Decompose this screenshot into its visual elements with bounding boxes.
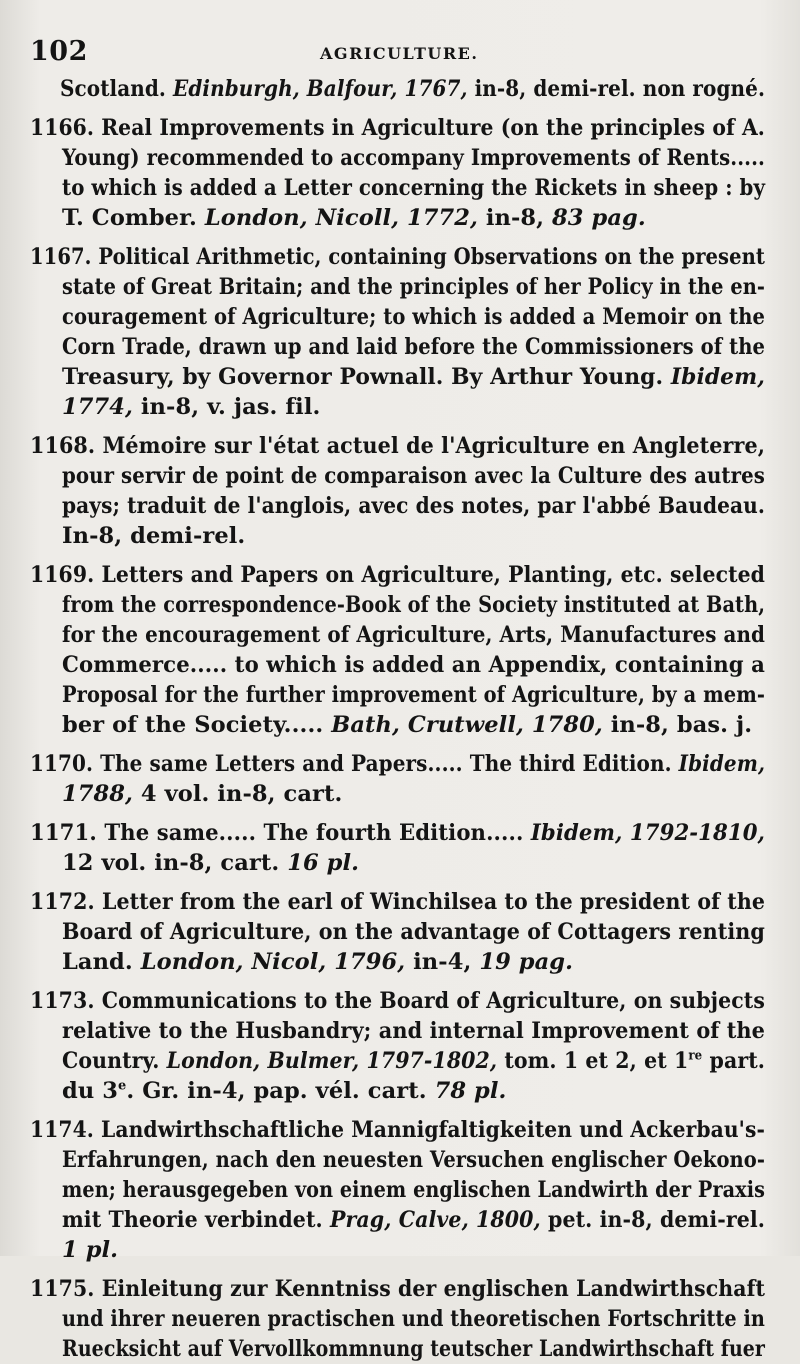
entry-number: 1174. xyxy=(30,1117,94,1143)
entry-line: pays; traduit de l'anglois, avec des notes, par l'abbé Baudeau. xyxy=(62,493,765,519)
entry-line: for the encouragement of Agriculture, Arts, Manufactures and xyxy=(62,622,766,648)
entry-line: 1173. Communications to the Board of Agriculture, on subjects xyxy=(30,988,765,1014)
entry-line: mit Theorie verbindet. Prag, Calve, 1800, pet. in-8, demi-rel. xyxy=(62,1207,766,1233)
running-head: AGRICULTURE. xyxy=(320,44,479,63)
entry-number: 1168. xyxy=(30,433,96,459)
entry-line: 1170. The same Letters and Papers..... The third Edition. Ibidem, xyxy=(30,751,766,777)
entry-line: Treasury, by Governor Pownall. By Arthur Young. Ibidem, xyxy=(62,364,765,390)
entry-number: 1175. xyxy=(30,1276,95,1302)
entry-line: und ihrer neueren practischen und theoretischen Fortschritte in xyxy=(62,1306,765,1332)
entry-number: 1170. xyxy=(30,751,94,777)
catalogue-entry-1166 xyxy=(30,113,765,233)
entry-line: Corn Trade, drawn up and laid before the Commissioners of the xyxy=(62,334,766,360)
entry-line: Erfahrungen, nach den neuesten Versuchen englischer Oekono- xyxy=(62,1147,766,1173)
entry-line: Commerce..... to which is added an Appendix, containing a xyxy=(62,652,766,678)
entry-line: relative to the Husbandry; and internal Improvement of the xyxy=(62,1018,766,1044)
entry-line: Board of Agriculture, on the advantage of Cottagers renting xyxy=(62,919,765,945)
continuation-entry xyxy=(30,74,765,104)
entry-line: couragement of Agriculture; to which is added a Memoir on the xyxy=(62,304,765,330)
entry-line: ber of the Society..... Bath, Crutwell, 1780, in-8, bas. j. xyxy=(62,712,753,738)
entry-line: men; herausgegeben von einem englischen Landwirth der Praxis xyxy=(62,1177,765,1203)
page-number: 102 xyxy=(30,36,88,67)
entry-line: 1171. The same..... The fourth Edition..... Ibidem, 1792-1810, xyxy=(30,820,766,846)
entry-number: 1166. xyxy=(30,115,95,141)
entry-line: T. Comber. London, Nicoll, 1772, in-8, 83 pag. xyxy=(62,205,646,231)
catalogue-entry-1169 xyxy=(30,560,765,740)
entry-line: from the correspondence-Book of the Society instituted at Bath, xyxy=(62,592,765,618)
catalogue-entry-1173 xyxy=(30,986,765,1106)
entry-line: Ruecksicht auf Vervollkommnung teutscher Landwirthschaft fuer xyxy=(62,1336,766,1362)
entry-line: Proposal for the further improvement of Agriculture, by a mem- xyxy=(62,682,765,708)
entry-line: 1172. Letter from the earl of Winchilsea to the president of the xyxy=(30,889,765,915)
entry-line: 1175. Einleitung zur Kenntniss der englischen Landwirthschaft xyxy=(30,1276,766,1302)
entry-line: 1788, 4 vol. in-8, cart. xyxy=(62,781,343,807)
catalogue-entry-1174 xyxy=(30,1115,765,1265)
entry-line: Land. London, Nicol, 1796, in-4, 19 pag. xyxy=(62,949,574,975)
entry-line: 1166. Real Improvements in Agriculture (on the principles of A. xyxy=(30,115,765,141)
entry-line: Young) recommended to accompany Improvements of Rents..... xyxy=(62,145,765,171)
entry-line: state of Great Britain; and the principles of her Policy in the en- xyxy=(62,274,766,300)
entry-line: pour servir de point de comparaison avec la Culture des autres xyxy=(62,463,765,489)
entry-line: 1 pl. xyxy=(62,1237,119,1263)
entry-number: 1169. xyxy=(30,562,95,588)
entry-line: 1174. Landwirthschaftliche Mannigfaltigkeiten und Ackerbau's- xyxy=(30,1117,765,1143)
entry-line: to which is added a Letter concerning the Rickets in sheep : by xyxy=(62,175,766,201)
entry-line: 1169. Letters and Papers on Agriculture, Planting, etc. selected xyxy=(30,562,765,588)
entry-number: 1171. xyxy=(30,820,97,846)
entry-number: 1167. xyxy=(30,244,92,270)
entry-line: Country. London, Bulmer, 1797-1802, tom. 1 et 2, et 1re part. xyxy=(62,1048,765,1074)
entry-line: Scotland. Edinburgh, Balfour, 1767, in-8, demi-rel. non rogné. xyxy=(60,76,766,102)
entry-line: du 3e. Gr. in-4, pap. vél. cart. 78 pl. xyxy=(62,1078,507,1104)
entry-line: 1774, in-8, v. jas. fil. xyxy=(62,394,321,420)
catalogue-entry-1171 xyxy=(30,818,765,878)
entry-number: 1173. xyxy=(30,988,95,1014)
entry-line: 12 vol. in-8, cart. 16 pl. xyxy=(62,850,360,876)
catalogue-entry-1175 xyxy=(30,1274,765,1364)
entry-line: In-8, demi-rel. xyxy=(62,523,246,549)
catalogue-text xyxy=(30,74,765,1364)
catalogue-entry-1168 xyxy=(30,431,765,551)
catalogue-entry-1172 xyxy=(30,887,765,977)
entry-line: 1168. Mémoire sur l'état actuel de l'Agriculture en Angleterre, xyxy=(30,433,766,459)
catalogue-entry-1170 xyxy=(30,749,765,809)
entry-line: 1167. Political Arithmetic, containing Observations on the present xyxy=(30,244,765,270)
page-header xyxy=(30,36,770,76)
entry-number: 1172. xyxy=(30,889,95,915)
catalogue-entry-1167 xyxy=(30,242,765,422)
